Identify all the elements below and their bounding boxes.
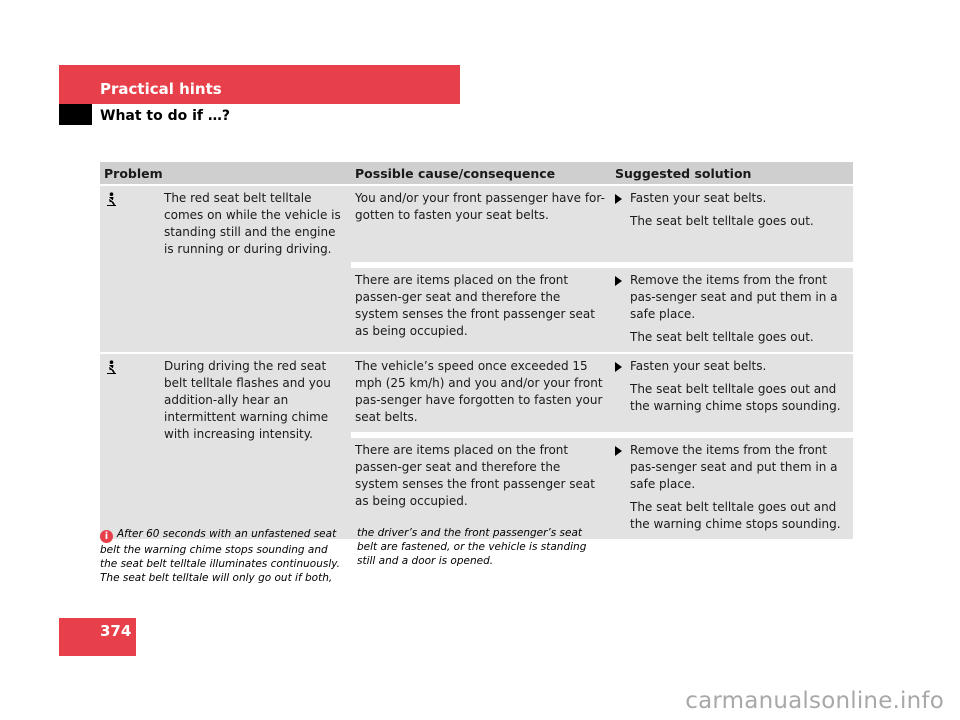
solution-cell [611,435,853,539]
solution-cell [611,265,853,353]
problem-table [100,162,853,539]
solution-action: Remove the items from the front pas-senger seat and put them in a safe place. [630,443,838,491]
solution-result: The seat belt telltale goes out and the warning chime stops sounding. [630,500,841,531]
cause-text: You and/or your front passenger have for-gotten to fasten your seat belts. [351,185,611,265]
solution-result: The seat belt telltale goes out. [630,330,814,344]
arrow-bullet-icon [615,194,622,204]
solution-action: Fasten your seat belts. [630,191,767,205]
problem-text: The red seat belt telltale comes on while the vehicle is standing still and the engine is running or during driving. [160,185,351,353]
solution-cell [611,353,853,435]
column-header-problem: Problem [100,162,351,185]
solution-cell [611,185,853,265]
problem-text: During driving the red seat belt telltale flashes and you addition-ally hear an intermittent warning chime with increasing intensity. [160,353,351,539]
table-row [100,185,853,265]
arrow-bullet-icon [615,362,622,372]
cause-text: There are items placed on the front passen-ger seat and therefore the system senses the front passenger seat as being occupied. [351,435,611,539]
column-header-cause: Possible cause/consequence [351,162,611,185]
watermark-text: carmanualsonline.info [685,688,944,714]
info-icon: i [100,530,113,543]
note-column-2: the driver’s and the front passenger’s seat belt are fastened, or the vehicle is standing still and a door is opened. [357,527,587,567]
section-marker [59,104,92,125]
note-text-1: After 60 seconds with an unfastened seat belt the warning chime stops sounding and the seat belt telltale illuminates continuously. The seat belt telltale will only go out if both, [100,528,340,584]
solution-result: The seat belt telltale goes out. [630,214,814,228]
arrow-bullet-icon [615,446,622,456]
page-subtitle: What to do if …? [100,108,231,124]
table-header-row [100,162,853,185]
column-header-solution: Suggested solution [611,162,853,185]
solution-action: Fasten your seat belts. [630,359,767,373]
note-column-1 [100,527,340,585]
section-title: Practical hints [100,80,222,98]
page-number: 374 [100,622,132,640]
arrow-bullet-icon [615,276,622,286]
seatbelt-telltale-icon [100,185,160,353]
table-row [100,353,853,435]
solution-action: Remove the items from the front pas-senger seat and put them in a safe place. [630,273,838,321]
cause-text: The vehicle’s speed once exceeded 15 mph (25 km/h) and you and/or your front pas-senger have forgotten to fasten your seat belts. [351,353,611,435]
solution-result: The seat belt telltale goes out and the warning chime stops sounding. [630,382,841,413]
cause-text: There are items placed on the front passen-ger seat and therefore the system senses the front passenger seat as being occupied. [351,265,611,353]
seatbelt-telltale-icon [100,353,160,539]
